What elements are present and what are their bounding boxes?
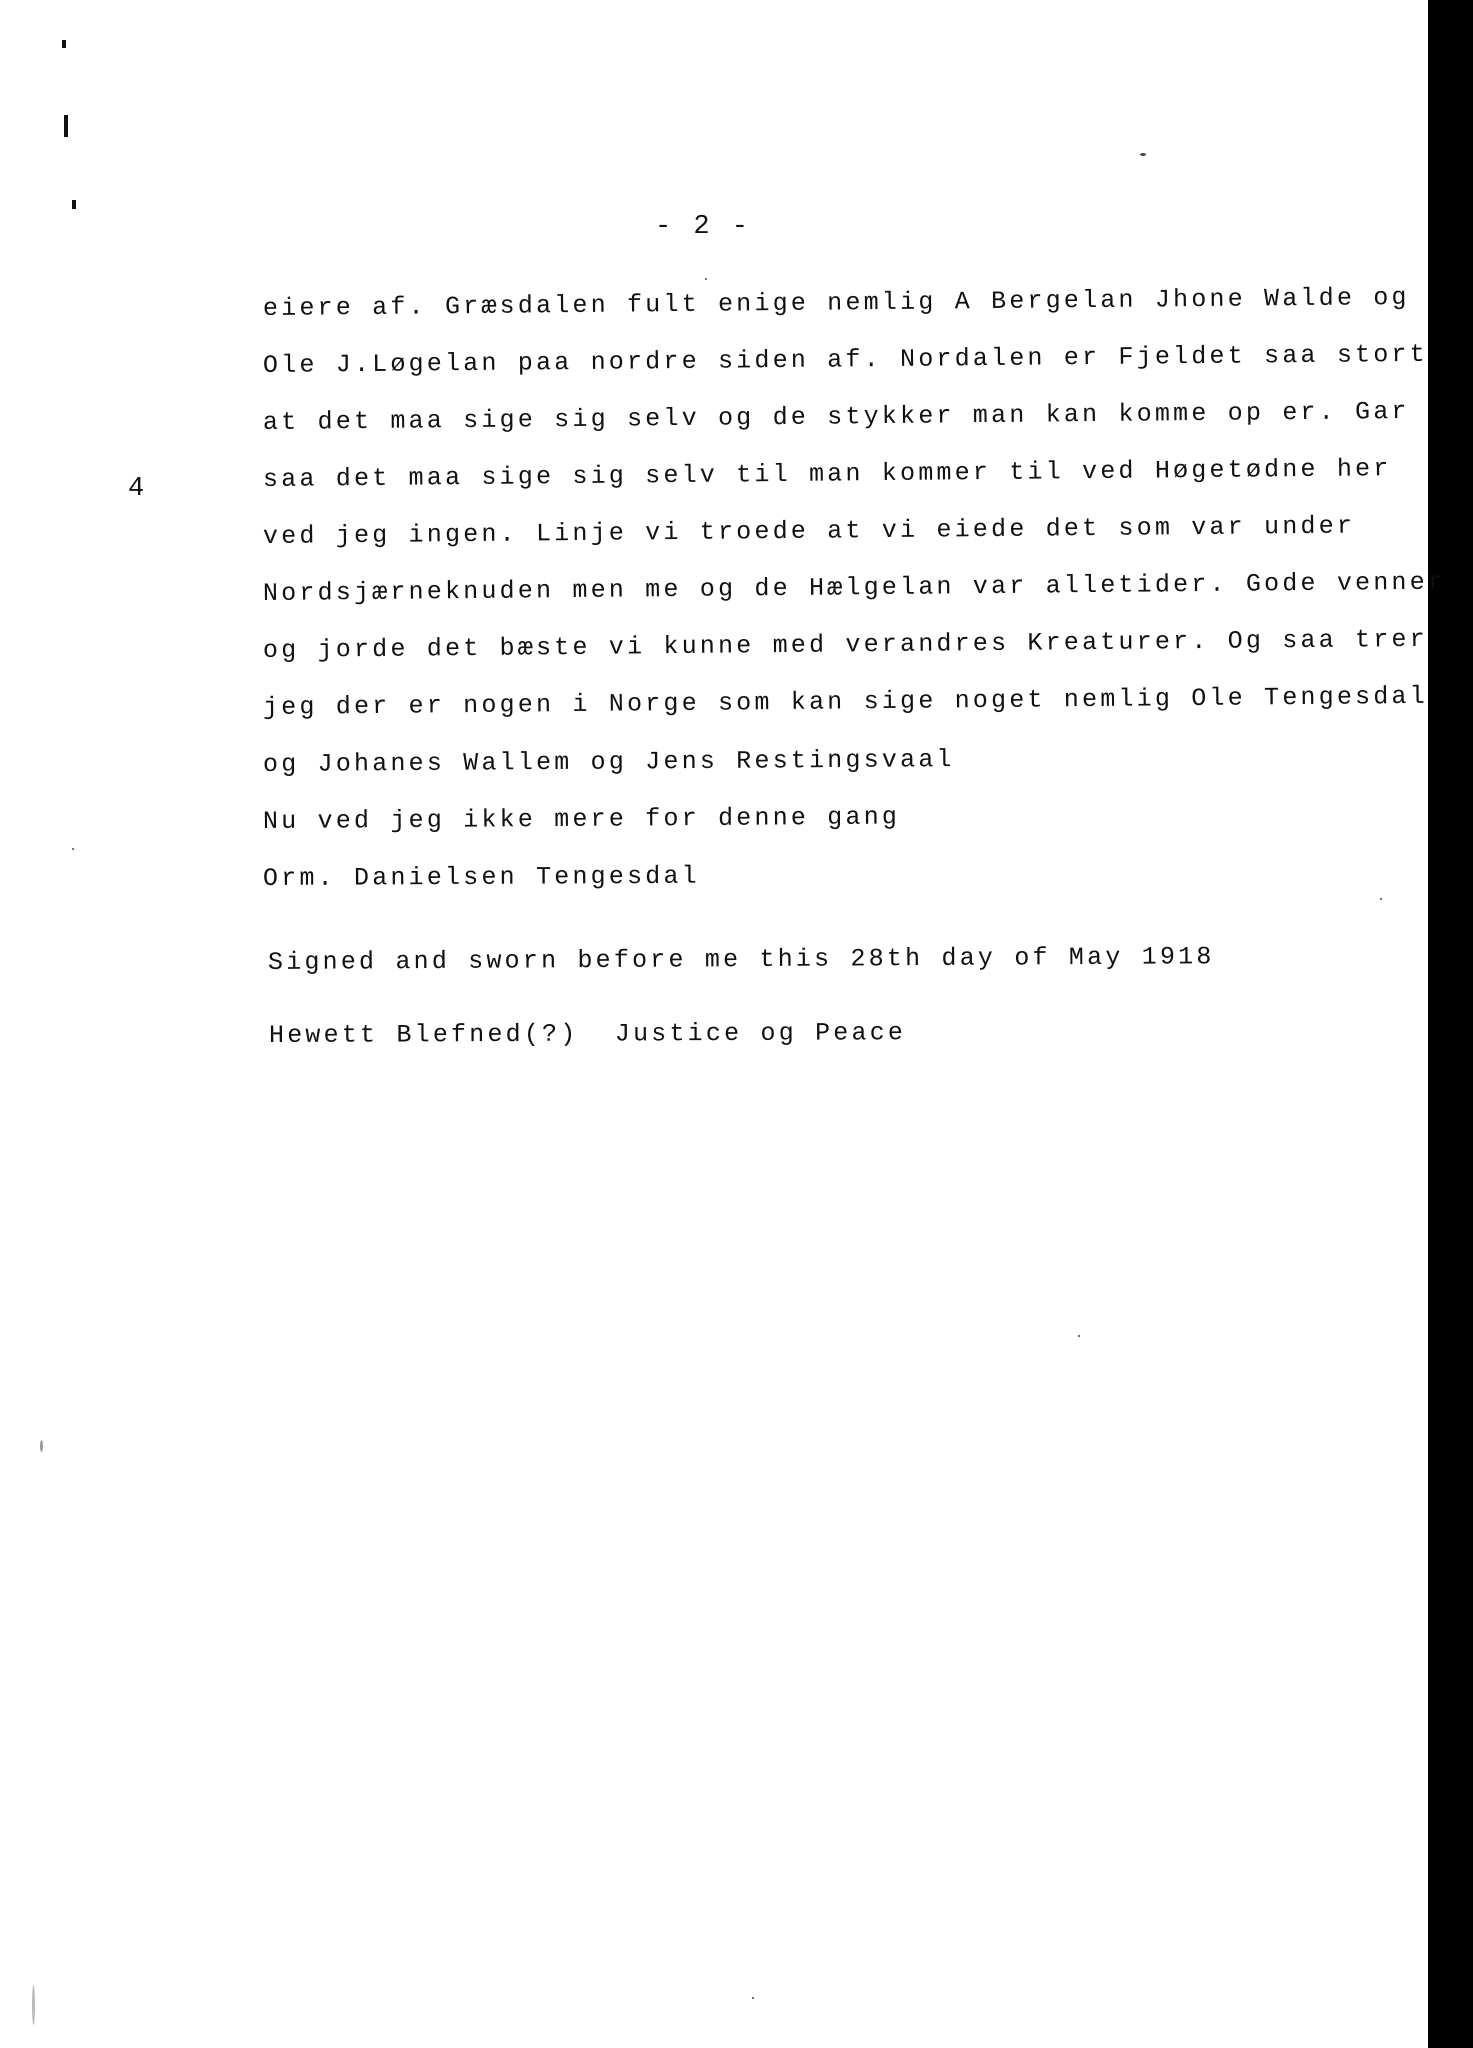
scan-speck <box>72 848 74 850</box>
scan-speck <box>705 278 707 280</box>
scan-speck <box>32 1985 35 2025</box>
text-line-3: at det maa sige sig selv og de stykker man kan komme op er. Gar <box>262 396 1410 437</box>
scan-speck <box>40 1440 43 1452</box>
scan-speck <box>752 1997 754 1999</box>
scan-mark-lower <box>72 200 76 209</box>
scan-speck <box>1078 1335 1080 1337</box>
scan-speck <box>1380 898 1382 900</box>
scan-speck <box>1140 153 1146 156</box>
scan-mark-middle <box>64 115 68 137</box>
text-line-5: ved jeg ingen. Linje vi troede at vi eiede det som var under <box>262 511 1356 551</box>
text-line-2: Ole J.Løgelan paa nordre siden af. Nordalen er Fjeldet saa stort <box>262 339 1429 380</box>
text-line-11: Orm. Danielsen Tengesdal <box>262 861 700 893</box>
signature-line: Hewett Blefned(?) Justice og Peace <box>268 1018 907 1050</box>
page-number: - 2 - <box>655 212 752 242</box>
text-line-10: Nu ved jeg ikke mere for denne gang <box>262 802 901 836</box>
scan-mark-top <box>62 40 66 48</box>
text-line-8: jeg der er nogen i Norge som kan sige noget nemlig Ole Tengesdal <box>262 681 1429 722</box>
text-line-4: saa det maa sige sig selv til man kommer til ved Høgetødne her <box>262 454 1392 494</box>
margin-number: 4 <box>128 474 145 504</box>
attestation-line: Signed and sworn before me this 28th day of May 1918 <box>267 942 1215 977</box>
text-line-6: Nordsjærneknuden men me og de Hælgelan var alletider. Gode venner <box>262 567 1447 608</box>
text-line-7: og jorde det bæste vi kunne med verandres Kreaturer. Og saa trer <box>262 624 1429 665</box>
text-line-1: eiere af. Græsdalen fult enige nemlig A Bergelan Jhone Walde og <box>262 282 1410 323</box>
text-line-9: og Johanes Wallem og Jens Restingsvaal <box>262 745 955 779</box>
